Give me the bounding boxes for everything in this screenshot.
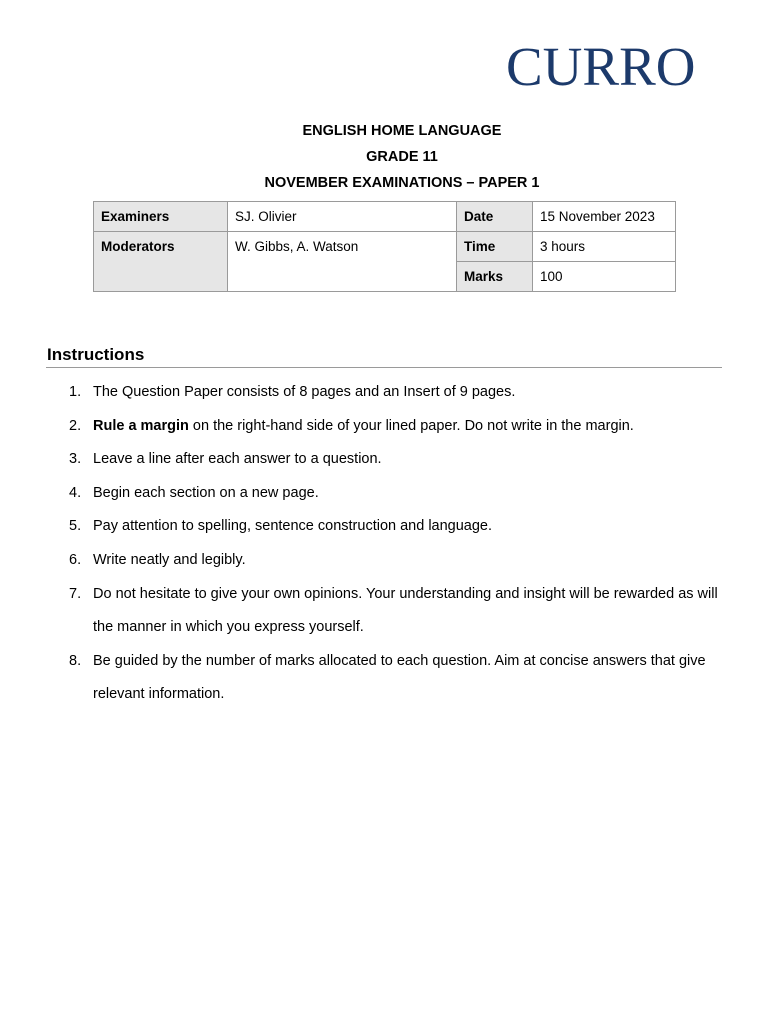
moderators-label: Moderators (94, 232, 228, 292)
time-value: 3 hours (533, 232, 676, 262)
exam-heading: NOVEMBER EXAMINATIONS – PAPER 1 (264, 175, 540, 191)
divider (46, 367, 722, 368)
examiners-label: Examiners (94, 202, 228, 232)
curro-logo: CURRO (506, 36, 696, 97)
date-label: Date (457, 202, 533, 232)
list-item: 6. Write neatly and legibly. (69, 551, 246, 568)
grade-heading: GRADE 11 (366, 149, 438, 165)
list-item: 8. Be guided by the number of marks allocated to each question. Aim at concise answers that give relevant information. (69, 652, 706, 703)
list-item: 2. Rule a margin on the right-hand side of your lined paper. Do not write in the margin. (69, 417, 634, 434)
list-item: 4. Begin each section on a new page. (69, 484, 319, 501)
marks-value: 100 (533, 262, 676, 292)
time-label: Time (457, 232, 533, 262)
list-item: 3. Leave a line after each answer to a question. (69, 451, 382, 468)
instructions-title: Instructions (47, 345, 145, 364)
table-row (94, 232, 676, 262)
date-value: 15 November 2023 (533, 202, 676, 232)
marks-label: Marks (457, 262, 533, 292)
emphasis-text: Rule a margin (93, 417, 189, 434)
moderators-value: W. Gibbs, A. Watson (228, 232, 457, 292)
subject-heading: ENGLISH HOME LANGUAGE (302, 123, 502, 139)
list-item: 1. The Question Paper consists of 8 pages and an Insert of 9 pages. (69, 384, 516, 400)
table-row (94, 202, 676, 232)
instructions-list (47, 376, 727, 712)
examiners-value: SJ. Olivier (228, 202, 457, 232)
exam-info-table (93, 201, 676, 292)
list-item: 7. Do not hesitate to give your own opinions. Your understanding and insight will be rewarded as will the manner in which you express yourself. (69, 585, 718, 636)
list-item: 5. Pay attention to spelling, sentence construction and language. (69, 518, 493, 535)
